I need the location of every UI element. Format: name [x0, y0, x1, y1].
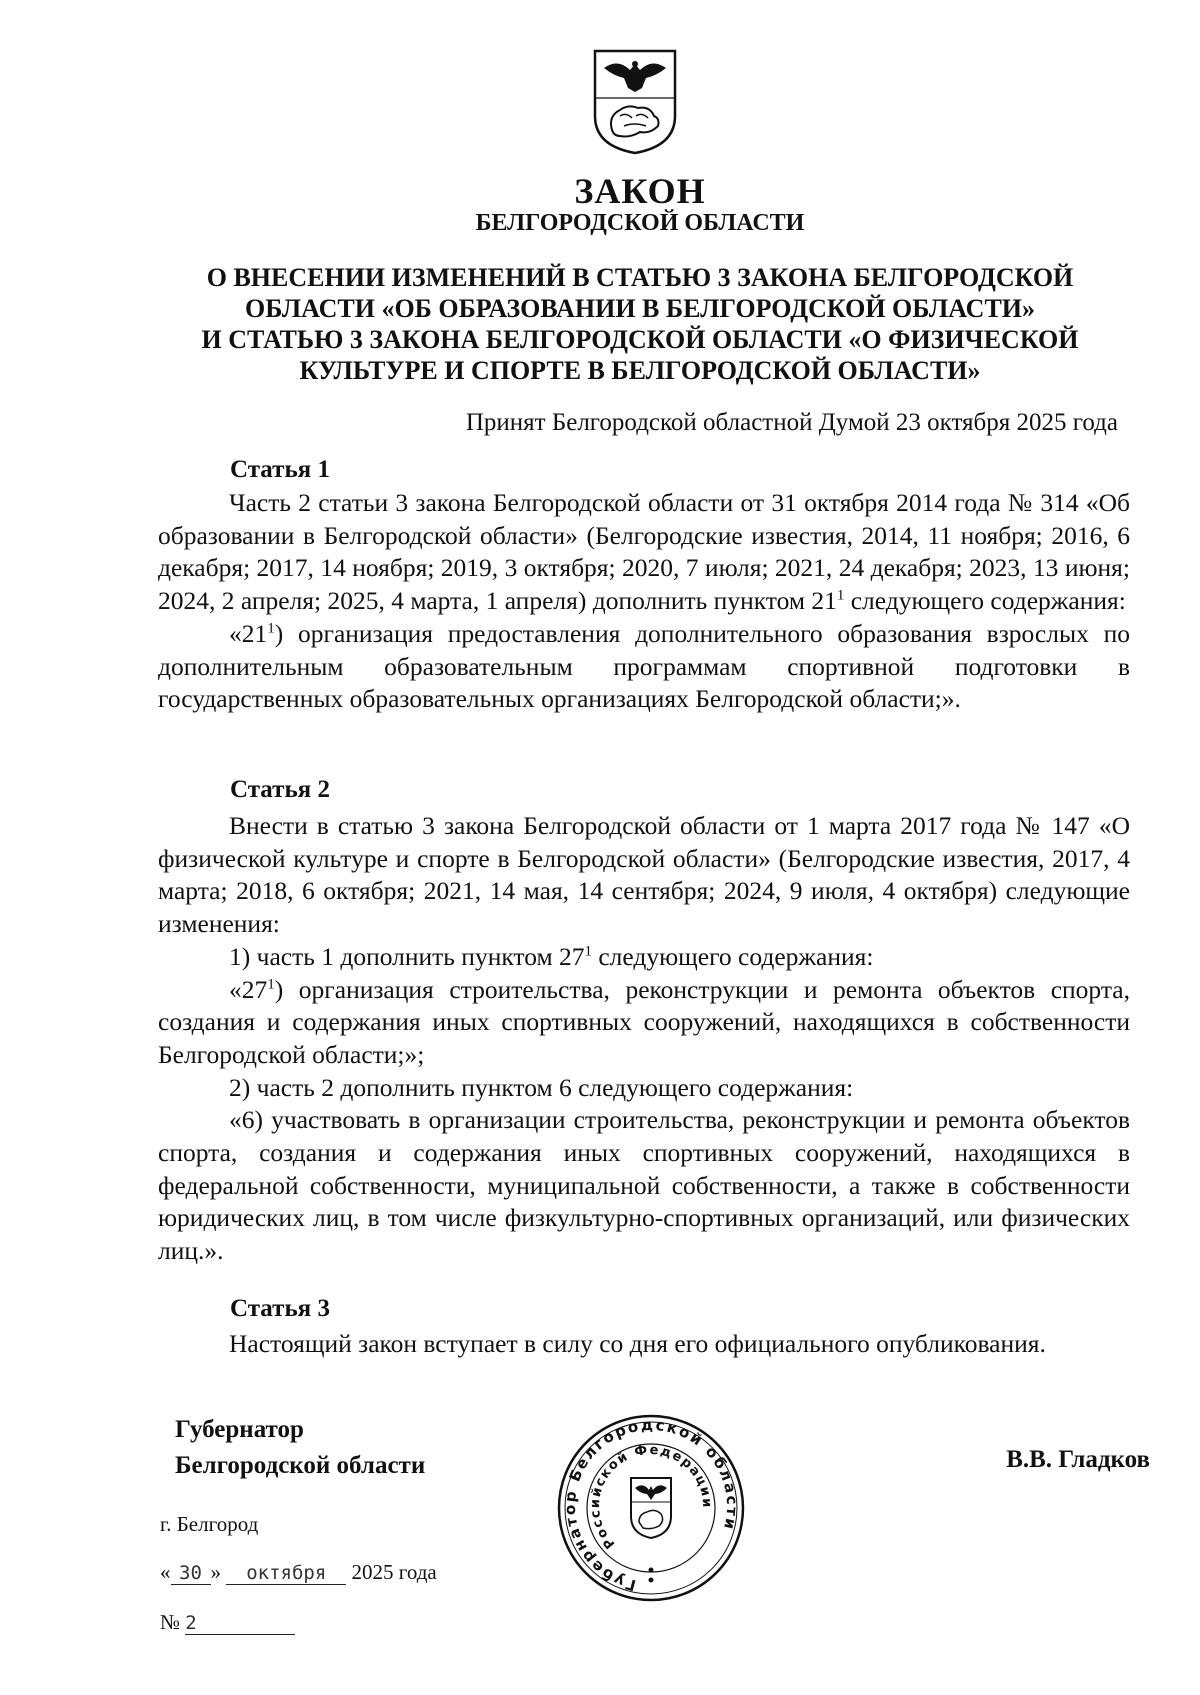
article-2-body: [158, 810, 1130, 1268]
governor-title: [175, 1412, 425, 1484]
adoption-line: Принят Белгородской областной Думой 23 октября 2025 года: [465, 409, 1118, 436]
article-2-paragraph: 2) часть 2 дополнить пунктом 6 следующего содержания:: [229, 1072, 854, 1102]
law-number-value: 2: [185, 1612, 295, 1635]
date-day: 30: [171, 1562, 211, 1585]
article-1-paragraph: «$21^1$) организация предоставления дополнительного образования взрослых по дополнительным образовательным программам спортивной подготовки в государственных образовательных организациях Белгородской области;».: [158, 618, 1130, 714]
article-3-paragraph: Настоящий закон вступает в силу со дня его официального опубликования.: [229, 1329, 1046, 1358]
article-3-heading: Статья 3: [230, 1295, 330, 1322]
official-seal: [555, 1410, 747, 1606]
governor-title-line: Губернатор: [175, 1416, 304, 1443]
article-1-heading: Статья 1: [230, 456, 330, 483]
governor-name: В.В. Гладков: [1006, 1446, 1150, 1473]
svg-text:Российской Федерации: Российской Федерации: [587, 1442, 715, 1552]
article-2-paragraph: 1) часть 1 дополнить пунктом $27^1$ следующего содержания:: [229, 941, 874, 971]
article-1-body: [158, 487, 1130, 716]
law-subject-line: КУЛЬТУРЕ И СПОРТЕ В БЕЛГОРОДСКОЙ ОБЛАСТИ»: [299, 356, 981, 385]
article-2-paragraph: Внести в статью 3 закона Белгородской области от 1 марта 2017 года № 147 «О физической культуре и спорте в Белгородской области» (Белгородские известия, 2017, 4 марта; 2018, 6 октября; 2021, 14 мая, 14 сентября; 2024, 9 июля, 4 октября) следующие изменения:: [158, 811, 1130, 939]
coat-of-arms-emblem: [590, 46, 680, 156]
law-subject: [160, 262, 1120, 386]
law-number: № 2: [160, 1610, 295, 1635]
law-subject-line: ОБЛАСТИ «ОБ ОБРАЗОВАНИИ В БЕЛГОРОДСКОЙ ОБЛАСТИ»: [244, 294, 1036, 323]
svg-text:Губернатор Белгородской област: Губернатор Белгородской области: [560, 1415, 742, 1595]
law-subject-line: И СТАТЬЮ 3 ЗАКОНА БЕЛГОРОДСКОЙ ОБЛАСТИ «О ФИЗИЧЕСКОЙ: [201, 325, 1079, 354]
signing-date: « 30 » октября 2025 года: [160, 1560, 437, 1584]
law-subject-line: О ВНЕСЕНИИ ИЗМЕНЕНИЙ В СТАТЬЮ 3 ЗАКОНА БЕЛГОРОДСКОЙ: [206, 263, 1074, 292]
signing-city: г. Белгород: [160, 1512, 259, 1536]
law-title: ЗАКОН: [574, 171, 706, 211]
article-3-body: [158, 1328, 1130, 1361]
date-month: октября: [226, 1562, 346, 1585]
law-region: БЕЛГОРОДСКОЙ ОБЛАСТИ: [475, 210, 805, 236]
article-2-paragraph: «$27^1$) организация строительства, реконструкции и ремонта объектов спорта, создания и содержания иных спортивных сооружений, находящихся в собственности Белгородской области;»;: [158, 974, 1130, 1069]
governor-title-line: Белгородской области: [175, 1452, 426, 1479]
article-2-heading: Статья 2: [230, 776, 330, 803]
article-2-paragraph: «6) участвовать в организации строительства, реконструкции и ремонта объектов спорта, создания и содержания иных спортивных сооружений, находящихся в федеральной собственности, муниципальной собственности, а также в собственности юридических лиц, в том числе физкультурно-спортивных организаций, или физических лиц.».: [158, 1105, 1130, 1266]
article-1-paragraph: Часть 2 статьи 3 закона Белгородской области от 31 октября 2014 года № 314 «Об образовании в Белгородской области» (Белгородские известия, 2014, 11 ноября; 2016, 6 декабря; 2017, 14 ноября; 2019, 3 октября; 2020, 7 июля; 2021, 24 декабря; 2023, 13 июня; 2024, 2 апреля; 2025, 4 марта, 1 апреля) дополнить пунктом $21^1$ следующего содержания:: [158, 488, 1130, 616]
